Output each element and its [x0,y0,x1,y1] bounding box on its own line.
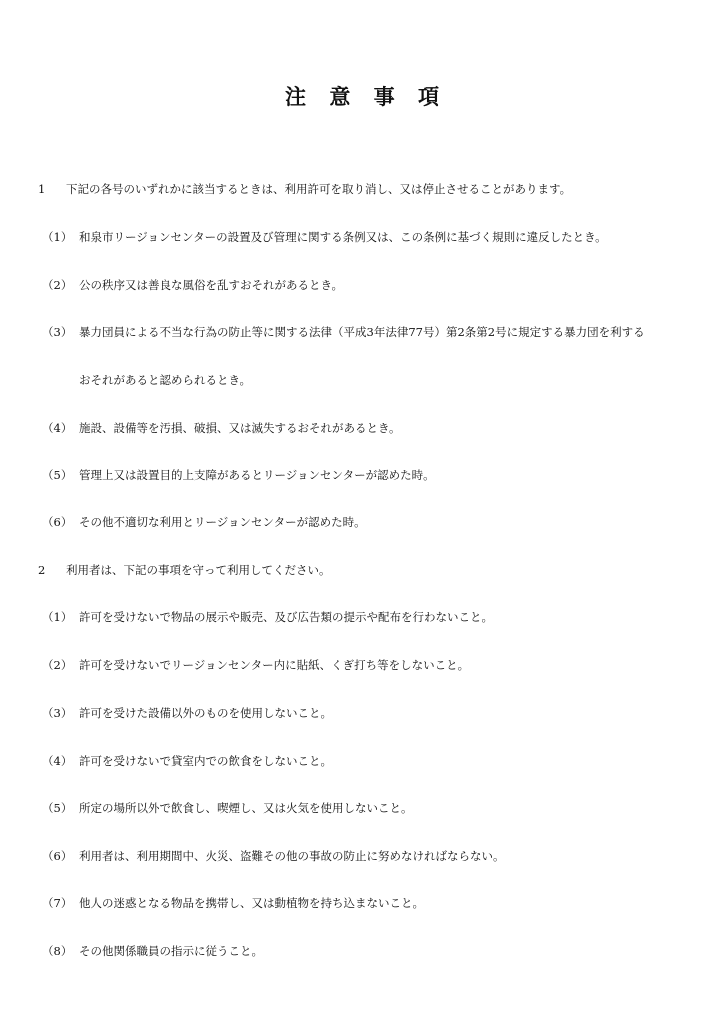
item-text: 利用者は、利用期間中、火災、盗難その他の事故の防止に努めなければならない。 [79,849,505,863]
item-text: その他不適切な利用とリージョンセンターが認めた時。 [79,515,366,529]
item-text: 所定の場所以外で飲食し、喫煙し、又は火気を使用しないこと。 [79,801,413,815]
item-text: 公の秩序又は善良な風俗を乱すおそれがあるとき。 [79,278,344,292]
page-title: 注 意 事 項 [285,84,447,109]
item-text: 許可を受けないで貸室内での飲食をしないこと。 [79,754,332,768]
item-text: 他人の迷惑となる物品を携帯し、又は動植物を持ち込まないこと。 [79,896,424,910]
section-text: 利用者は、下記の事項を守って利用してください。 [66,563,331,577]
section-number: 2 [38,563,46,577]
item-number: （5） [42,801,73,815]
item-number: （7） [42,896,73,910]
item-text: 許可を受けないで物品の展示や販売、及び広告類の提示や配布を行わないこと。 [79,610,493,624]
item-number: （2） [42,658,73,672]
item-number: （4） [42,754,73,768]
item-text: 施設、設備等を汚損、破損、又は滅失するおそれがあるとき。 [79,421,401,435]
item-number: （3） [42,706,73,720]
item-text: その他関係職員の指示に従うこと。 [79,944,263,958]
item-number: （2） [42,278,73,292]
section-text: 下記の各号のいずれかに該当するときは、利用許可を取り消し、又は停止させることがあります。 [66,182,572,196]
section-number: 1 [38,182,46,196]
item-number: （8） [42,944,73,958]
item-text-continued: おそれがあると認められるとき。 [79,373,252,387]
item-number: （3） [42,325,73,339]
item-number: （1） [42,230,73,244]
item-text: 管理上又は設置目的上支障があるとリージョンセンターが認めた時。 [79,468,435,482]
item-number: （6） [42,849,73,863]
item-text: 和泉市リージョンセンターの設置及び管理に関する条例又は、この条例に基づく規則に違反したとき。 [79,230,607,244]
item-text: 暴力団員による不当な行為の防止等に関する法律（平成3年法律77号）第2条第2号に規定する暴力団を利する [79,325,645,339]
item-number: （1） [42,610,73,624]
item-number: （5） [42,468,73,482]
item-text: 許可を受けた設備以外のものを使用しないこと。 [79,706,332,720]
item-number: （4） [42,421,73,435]
item-number: （6） [42,515,73,529]
item-text: 許可を受けないでリージョンセンター内に貼紙、くぎ打ち等をしないこと。 [79,658,470,672]
